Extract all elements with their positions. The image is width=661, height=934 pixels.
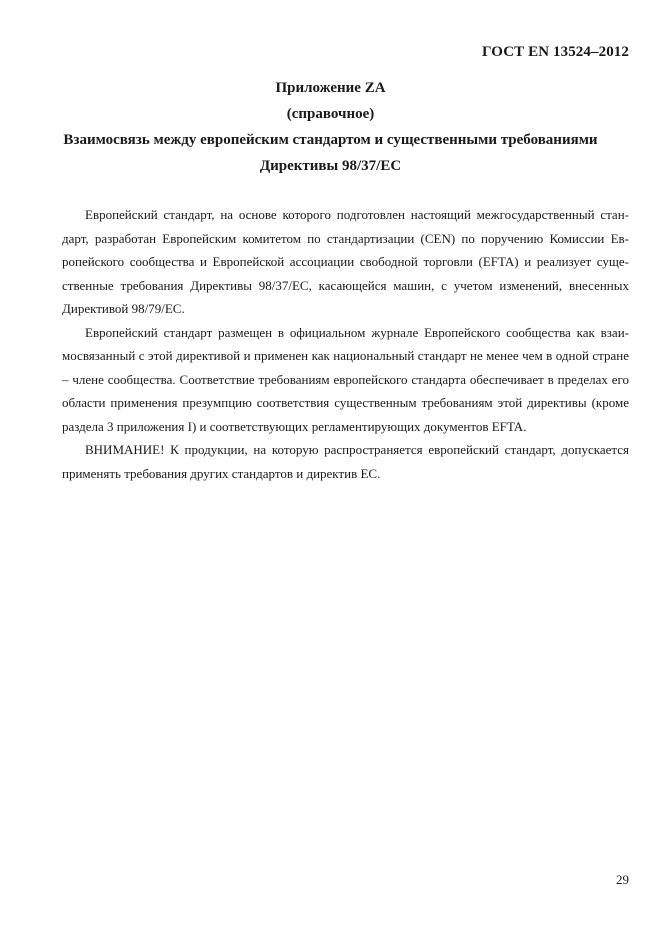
document-code: ГОСТ EN 13524–2012	[482, 44, 629, 60]
page-number: 29	[616, 872, 629, 887]
annex-title: Приложение ZA	[275, 80, 386, 96]
annex-type: (справочное)	[286, 106, 375, 122]
paragraph: Европейский стандарт, на основе которого подготовлен настоящий межгосударственный стандарт, разработан Европейским комитетом по стандартизации (CEN) по поручению Комиссии Европейского сообщества и Европейской ассоциации свободной торговли (EFTA) и реализует существенные требования Директивы 98/37/ЕС, касающейся машин, с учетом изменений, внесенных Директивой 98/79/ЕС.	[62, 207, 629, 316]
annex-heading-line-1: Взаимосвязь между европейским стандартом и существенными требованиями	[63, 132, 598, 148]
annex-heading-line-2: Директивы 98/37/ЕС	[259, 158, 402, 174]
paragraph-warning: ВНИМАНИЕ! К продукции, на которую распространяется европейский стандарт, допускается применять требования других стандартов и директив ЕС.	[62, 442, 629, 481]
annex-title-block	[40, 75, 621, 179]
body-text	[62, 203, 629, 485]
paragraph: Европейский стандарт размещен в официальном журнале Европейского сообщества как взаимосвязанный с этой директивой и применен как национальный стандарт не менее чем в одной стране – члене сообщества. Соответствие требованиям европейского стандарта обеспечивает в пределах его области применения презумпцию соответствия существенным требованиям этой директивы (кроме раздела 3 приложения I) и соответствующих регламентирующих документов EFTA.	[62, 324, 629, 434]
